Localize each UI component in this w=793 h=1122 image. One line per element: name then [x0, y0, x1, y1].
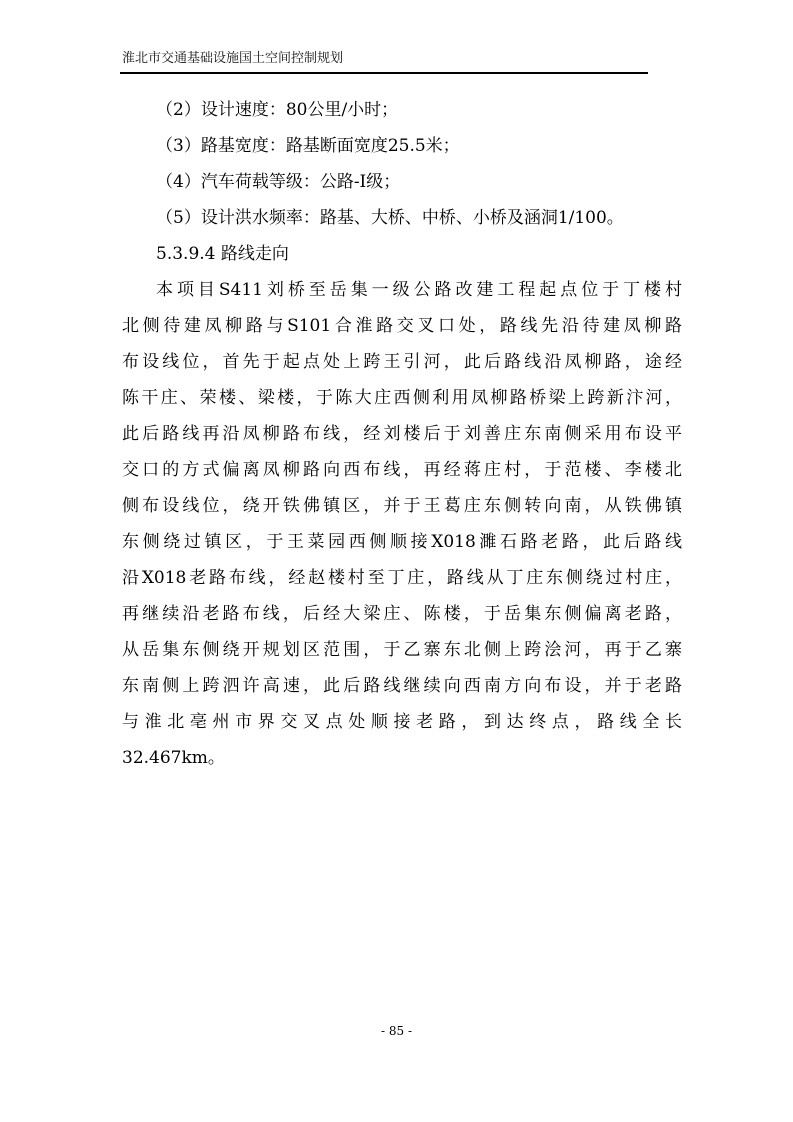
route-paragraph	[122, 272, 682, 776]
spec-item-design-speed: （2）设计速度：80公里/小时；	[156, 100, 399, 120]
paragraph-line: 陈干庄、荣楼、梁楼，于陈大庄西侧利用凤柳路桥梁上跨新汴河，	[122, 388, 682, 408]
section-heading: 5.3.9.4 路线走向	[156, 244, 289, 264]
paragraph-line: 从岳集东侧绕开规划区范围，于乙寨东北侧上跨浍河，再于乙寨	[122, 640, 682, 660]
paragraph-line: 交口的方式偏离凤柳路向西布线，再经蒋庄村，于范楼、李楼北	[122, 460, 682, 480]
paragraph-line: 32.467km。	[122, 748, 225, 768]
paragraph-line: 侧布设线位，绕开铁佛镇区，并于王葛庄东侧转向南，从铁佛镇	[122, 496, 682, 516]
paragraph-line: 再继续沿老路布线，后经大梁庄、陈楼，于岳集东侧偏离老路，	[122, 604, 682, 624]
paragraph-line: 此后路线再沿凤柳路布线，经刘楼后于刘善庄东南侧采用布设平	[122, 424, 682, 444]
document-body	[122, 92, 682, 776]
paragraph-line: 北侧待建凤柳路与S101合淮路交叉口处，路线先沿待建凤柳路	[122, 316, 682, 336]
paragraph-line: 与淮北亳州市界交叉点处顺接老路，到达终点，路线全长	[122, 712, 682, 732]
spec-item-flood-frequency: （5）设计洪水频率：路基、大桥、中桥、小桥及涵洞1/100。	[156, 208, 624, 228]
running-header: 淮北市交通基础设施国土空间控制规划	[122, 51, 344, 66]
spec-item-load-grade: （4）汽车荷载等级：公路-Ⅰ级；	[156, 172, 401, 192]
header-divider	[120, 72, 648, 74]
paragraph-line: 东南侧上跨泗许高速，此后路线继续向西南方向布设，并于老路	[122, 676, 682, 696]
paragraph-line: 东侧绕过镇区，于王菜园西侧顺接X018濉石路老路，此后路线	[122, 532, 682, 552]
paragraph-line: 布设线位，首先于起点处上跨王引河，此后路线沿凤柳路，途经	[122, 352, 682, 372]
page-number: - 85 -	[380, 1024, 412, 1038]
paragraph-line: 本项目S411刘桥至岳集一级公路改建工程起点位于丁楼村	[156, 280, 682, 300]
spec-item-roadbed-width: （3）路基宽度：路基断面宽度25.5米；	[156, 136, 460, 156]
paragraph-line: 沿X018老路布线，经赵楼村至丁庄，路线从丁庄东侧绕过村庄，	[122, 568, 682, 588]
